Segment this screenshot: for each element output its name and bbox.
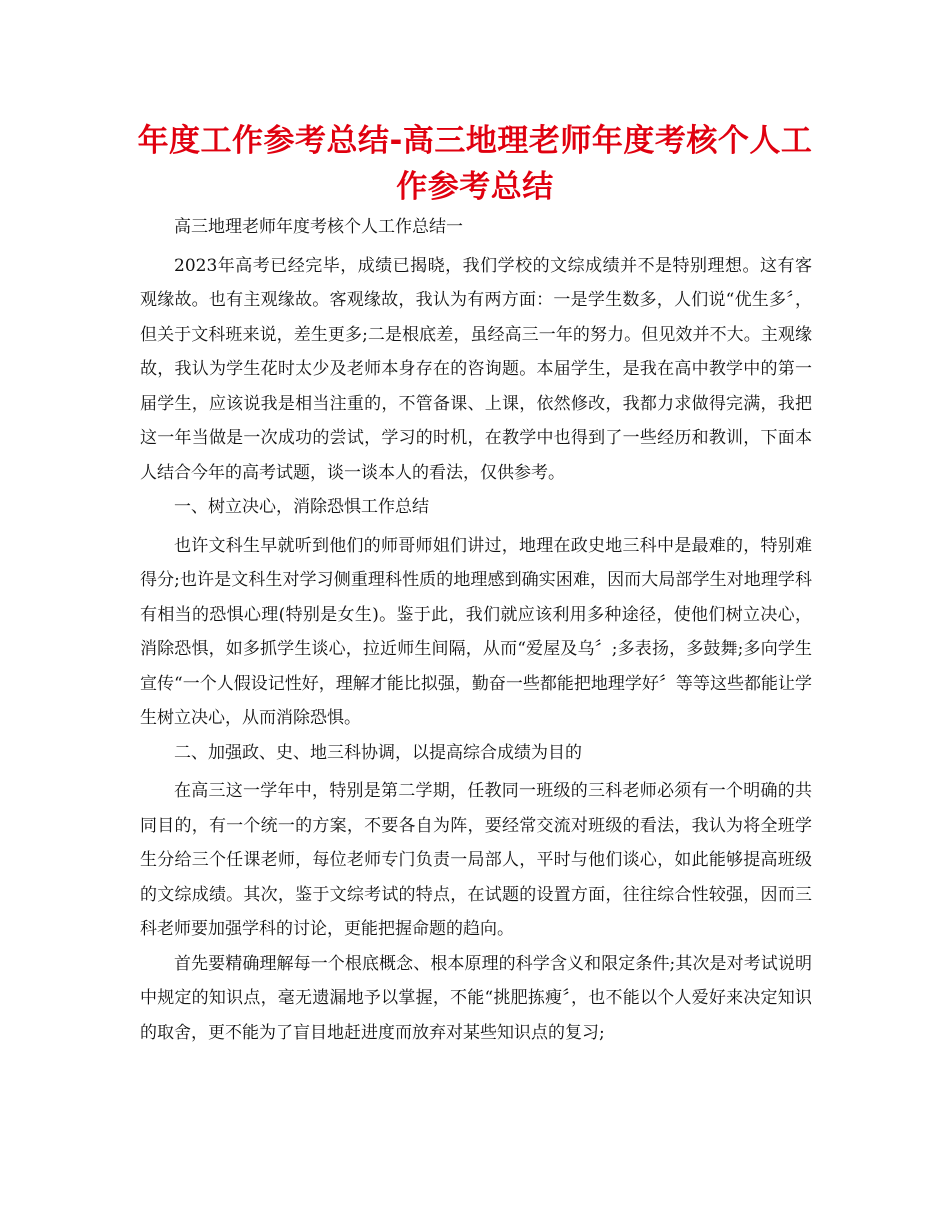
document-title: 年度工作参考总结-高三地理老师年度考核个人工作参考总结	[137, 123, 813, 205]
document-body	[140, 210, 812, 1050]
body-paragraph: 也许文科生早就听到他们的师哥师姐们讲过，地理在政史地三科中是最难的，特别难得分;也许是文科生对学习侧重理科性质的地理感到确实困难，因而大局部学生对地理学科有相当的恐惧心理(特别是女生)。鉴于此，我们就应该利用多种途径，使他们树立决心，消除恐惧，如多抓学生谈心，拉近师生间隔，从而“爱屋及乌〞;多表扬，多鼓舞;多向学生宣传“一个人假设记性好，理解才能比拟强，勤奋一些都能把地理学好〞等等这些都能让学生树立决心，从而消除恐惧。	[140, 535, 812, 728]
body-paragraph: 在高三这一学年中，特别是第二学期，任教同一班级的三科老师必须有一个明确的共同目的，有一个统一的方案，不要各自为阵，要经常交流对班级的看法，我认为将全班学生分给三个任课老师，每位老师专门负责一局部人，平时与他们谈心，如此能够提高班级的文综成绩。其次，鉴于文综考试的特点，在试题的设置方面，往往综合性较强，因而三科老师要加强学科的讨论，更能把握命题的趋向。	[140, 781, 812, 939]
section-heading: 一、树立决心，消除恐惧工作总结	[174, 497, 429, 517]
section-heading: 高三地理老师年度考核个人工作总结一	[174, 217, 463, 237]
section-heading: 二、加强政、史、地三科协调，以提高综合成绩为目的	[174, 742, 582, 763]
body-paragraph: 2023年高考已经完毕，成绩已揭晓，我们学校的文综成绩并不是特别理想。这有客观缘故。也有主观缘故。客观缘故，我认为有两方面：一是学生数多，人们说“优生多〞，但关于文科班来说，差生更多;二是根底差，虽经高三一年的努力。但见效并不大。主观缘故，我认为学生花时太少及老师本身存在的咨询题。本届学生，是我在高中教学中的第一届学生，应该说我是相当注重的，不管备课、上课，依然修改，我都力求做得完满，我把这一年当做是一次成功的尝试，学习的时机，在教学中也得到了一些经历和教训，下面本人结合今年的高考试题，谈一谈本人的看法，仅供参考。	[140, 255, 812, 483]
body-paragraph: 首先要精确理解每一个根底概念、根本原理的科学含义和限定条件;其次是对考试说明中规定的知识点，毫无遗漏地予以掌握，不能“挑肥拣瘦〞，也不能以个人爱好来决定知识的取舍，更不能为了盲目地赶进度而放弃对某些知识点的复习;	[140, 953, 812, 1043]
